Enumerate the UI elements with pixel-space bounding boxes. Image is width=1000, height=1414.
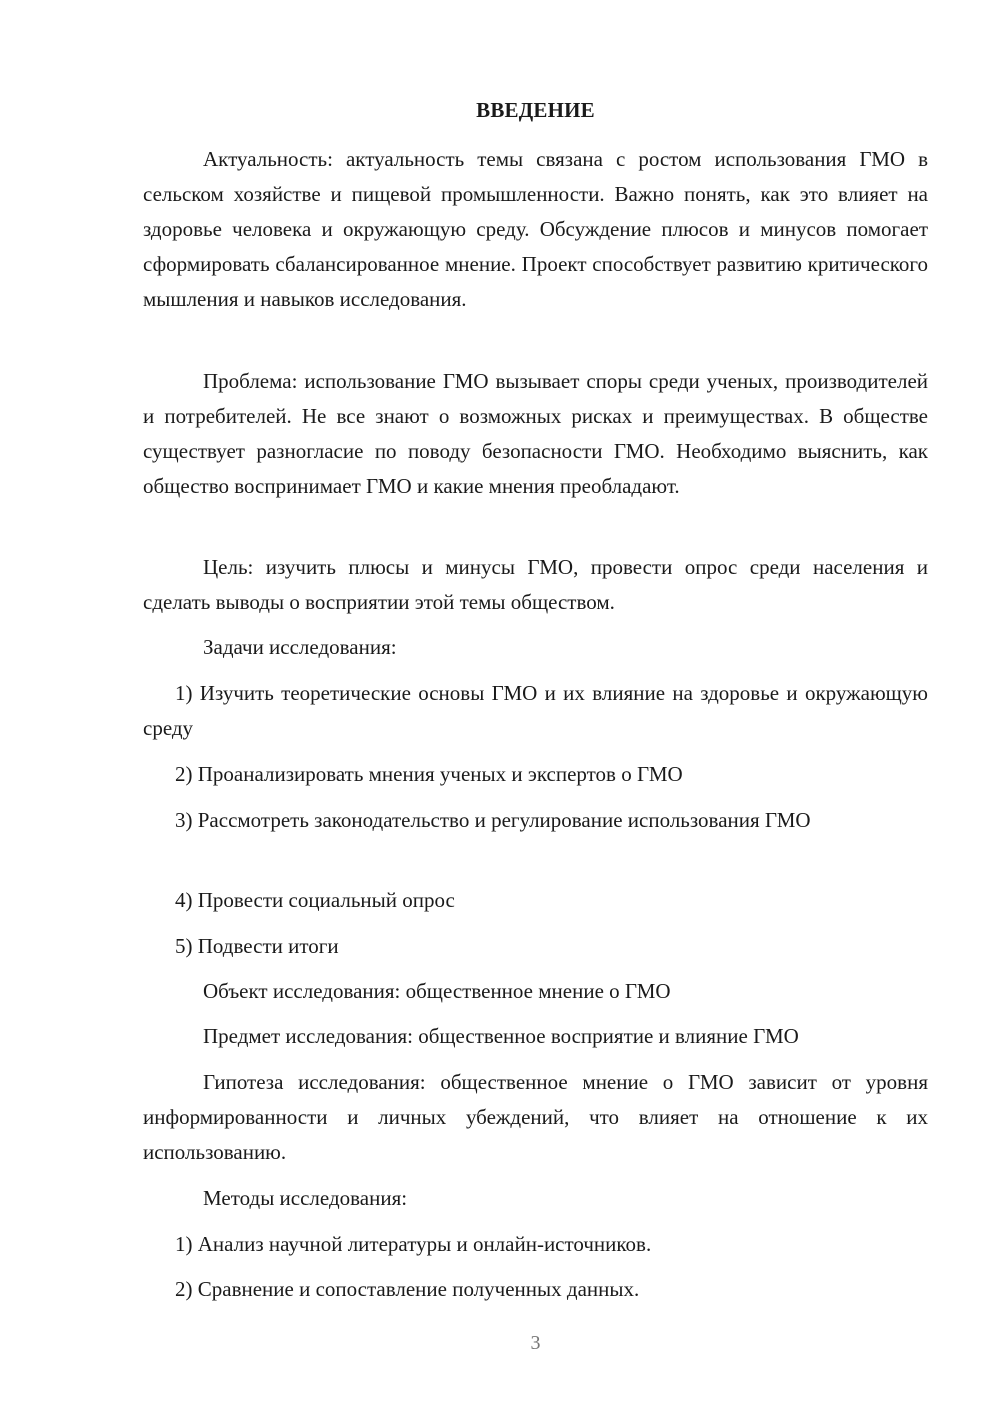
task-item-3: 3) Рассмотреть законодательство и регулирование использования ГМО xyxy=(175,808,811,832)
task-item-4: 4) Провести социальный опрос xyxy=(175,888,455,912)
task-item-5: 5) Подвести итоги xyxy=(175,934,339,958)
method-item-2: 2) Сравнение и сопоставление полученных данных. xyxy=(175,1277,640,1301)
research-subject: Предмет исследования: общественное восприятие и влияние ГМО xyxy=(203,1024,799,1048)
page-title: ВВЕДЕНИЕ xyxy=(476,98,595,122)
tasks-heading: Задачи исследования: xyxy=(203,635,397,659)
methods-heading: Методы исследования: xyxy=(203,1186,408,1210)
relevance-paragraph: Актуальность: актуальность темы связана с ростом использования ГМО в сельском хозяйстве и пищевой промышленности. Важно понять, как это влияет на здоровье человека и окружающую среду. Обсуждение плюсов и минусов помогает сформировать сбалансированное мнение. Проект способствует развитию критического мышления и навыков исследования. xyxy=(143,147,928,311)
page-number: 3 xyxy=(530,1332,541,1354)
problem-paragraph: Проблема: использование ГМО вызывает споры среди ученых, производителей и потребителей. Не все знают о возможных рисках и преимуществах. В обществе существует разногласие по поводу безопасности ГМО. Необходимо выяснить, как общество воспринимает ГМО и какие мнения преобладают. xyxy=(143,369,928,498)
method-item-1: 1) Анализ научной литературы и онлайн-источников. xyxy=(175,1232,652,1256)
goal-paragraph: Цель: изучить плюсы и минусы ГМО, провести опрос среди населения и сделать выводы о восприятии этой темы обществом. xyxy=(143,555,928,614)
task-item-2: 2) Проанализировать мнения ученых и экспертов о ГМО xyxy=(175,762,683,786)
hypothesis-paragraph: Гипотеза исследования: общественное мнение о ГМО зависит от уровня информированности и личных убеждений, что влияет на отношение к их использованию. xyxy=(143,1070,928,1164)
document-page xyxy=(143,0,928,1414)
research-object: Объект исследования: общественное мнение о ГМО xyxy=(203,979,671,1003)
task-item-1: 1) Изучить теоретические основы ГМО и их влияние на здоровье и окружающую среду xyxy=(143,681,928,740)
